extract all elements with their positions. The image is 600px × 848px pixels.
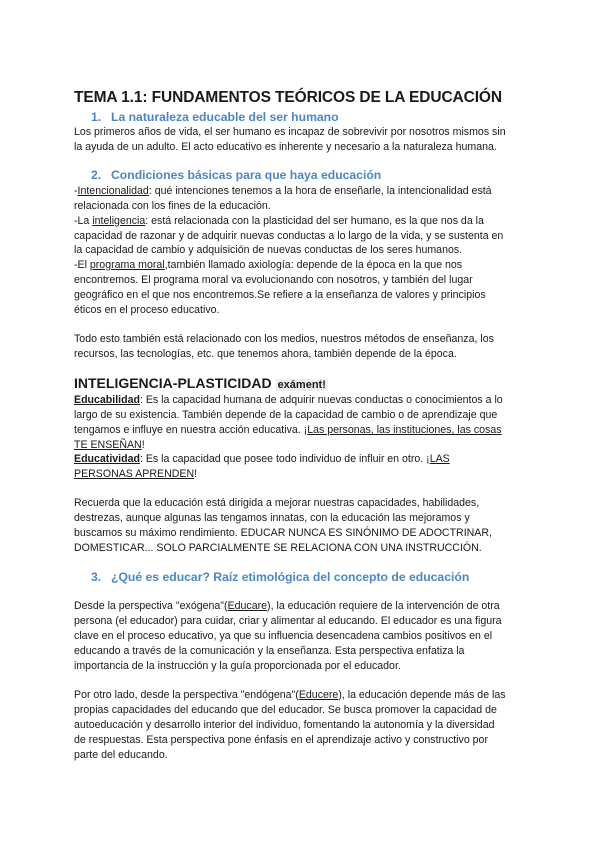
section-title: ¿Qué es educar? Raíz etimológica del concepto de educación [111, 570, 470, 584]
term-intencionalidad: Intencionalidad [77, 185, 149, 197]
paragraph-line: relacionada con los fines de la educación. [74, 200, 271, 212]
paragraph-line: buscamos su máximo rendimiento. EDUCAR NUNCA ES SINÓNIMO DE ADOCTRINAR, [74, 527, 492, 539]
page-title: TEMA 1.1: FUNDAMENTOS TEÓRICOS DE LA EDUCACIÓN [74, 89, 502, 106]
section-2-heading [91, 168, 381, 182]
paragraph-line: PERSONAS APRENDEN! [74, 468, 198, 480]
term-educatividad: Educatividad [74, 453, 140, 465]
term-programa-moral: programa moral [89, 259, 165, 271]
paragraph-line: la ayuda de un adulto. El acto educativo es inherente y necesario a la naturaleza humana. [74, 141, 497, 153]
section-number: 1. [91, 110, 102, 124]
paragraph-line: Educabilidad: Es la capacidad humana de adquirir nuevas conductas o conocimientos a lo [74, 394, 503, 406]
paragraph-line: persona (el educador) para cuidar, criar y alimentar al educando. El educador es una figura [74, 615, 502, 627]
paragraph-line: -La inteligencia: está relacionada con la plasticidad del ser humano, es la que nos da la [74, 215, 484, 227]
paragraph-line: DOMESTICAR... SOLO PARCIALMENTE SE RELACIONA CON UNA INSTRUCCIÓN. [74, 542, 482, 554]
term-educere: Educere [298, 689, 339, 701]
heading-text: INTELIGENCIA-PLASTICIDAD [74, 375, 272, 391]
paragraph-line: autoeducación y desarrollo interior del individuo, fomentando la autonomía y la diversidad [74, 719, 495, 731]
paragraph-line: recursos, las tecnologías, etc. que tenemos ahora, también depende de la época. [74, 348, 457, 360]
paragraph-line: Los primeros años de vida, el ser humano es incapaz de sobrevivir por nosotros mismos sin [74, 126, 506, 138]
paragraph-line: destrezas, aunque algunas las tengamos innatas, con la educación las mejoramos y [74, 512, 470, 524]
paragraph-line: TE ENSEÑAN! [74, 439, 145, 451]
section-number: 2. [91, 168, 102, 182]
term-educare: Educare [227, 600, 268, 612]
paragraph-line: geográfico en el que nos encontremos.Se refiere a la enseñanza de valores y principios [74, 289, 486, 301]
section-title: La naturaleza educable del ser humano [111, 110, 339, 124]
paragraph-line: Todo esto también está relacionado con los medios, nuestros métodos de enseñanza, los [74, 333, 494, 345]
section-title: Condiciones básicas para que haya educación [111, 168, 382, 182]
paragraph-line: -El programa moral,también llamado axiología: depende de la época en la que nos [74, 259, 463, 271]
paragraph-line: Recuerda que la educación está dirigida a mejorar nuestras capacidades, habilidades, [74, 497, 480, 509]
inteligencia-plasticidad-heading [74, 375, 328, 391]
paragraph-line: educando a través de la comunicación y la enseñanza. Esta perspectiva enfatiza la [74, 645, 465, 657]
paragraph-line: Por otro lado, desde la perspectiva "endógena"(Educere), la educación depende más de las [74, 689, 506, 701]
section-number: 3. [91, 570, 102, 584]
paragraph-line: -Intencionalidad: qué intenciones tenemos a la hora de enseñarle, la intencionalidad está [74, 185, 492, 197]
paragraph-line: Educatividad: Es la capacidad que posee todo individuo de influir en otro. ¡LAS [74, 453, 450, 465]
section-1-heading [91, 110, 339, 124]
paragraph-line: largo de su existencia. También depende de la capacidad de cambio o de aprendizaje que [74, 409, 498, 421]
section-3-heading [91, 570, 469, 584]
paragraph-line: Desde la perspectiva "exógena"(Educare), la educación requiere de la intervención de otra [74, 600, 500, 612]
exam-tag: exáment! [277, 379, 326, 391]
paragraph-line: la capacidad de cambio y adquisición de nuevas conductas de los seres humanos. [74, 244, 463, 256]
paragraph-line: de respuestas. Esta perspectiva pone énfasis en el aprendizaje activo y constructivo por [74, 734, 488, 746]
paragraph-line: clave en el proceso educativo, ya que su influencia desencadena cambios positivos en el [74, 630, 493, 642]
term-inteligencia: inteligencia [92, 215, 146, 227]
paragraph-line: importancia de la instrucción y la guía proporcionada por el educador. [74, 660, 401, 672]
paragraph-line: éticos en el proceso educativo. [74, 304, 220, 316]
paragraph-line: propias capacidades del educando que del educador. Se busca promover la capacidad de [74, 704, 497, 716]
term-educabilidad: Educabilidad [74, 394, 140, 406]
paragraph-line: parte del educando. [74, 749, 168, 761]
paragraph-line: encontremos. El programa moral va evolucionando con nosotros, y también del lugar [74, 274, 473, 286]
paragraph-line: tengamos e influye en nuestra acción educativa. ¡Las personas, las instituciones, las cosas [74, 424, 502, 436]
paragraph-line: capacidad de razonar y de adquirir nuevas conductas a lo largo de la vida, y se sustenta en [74, 230, 504, 242]
